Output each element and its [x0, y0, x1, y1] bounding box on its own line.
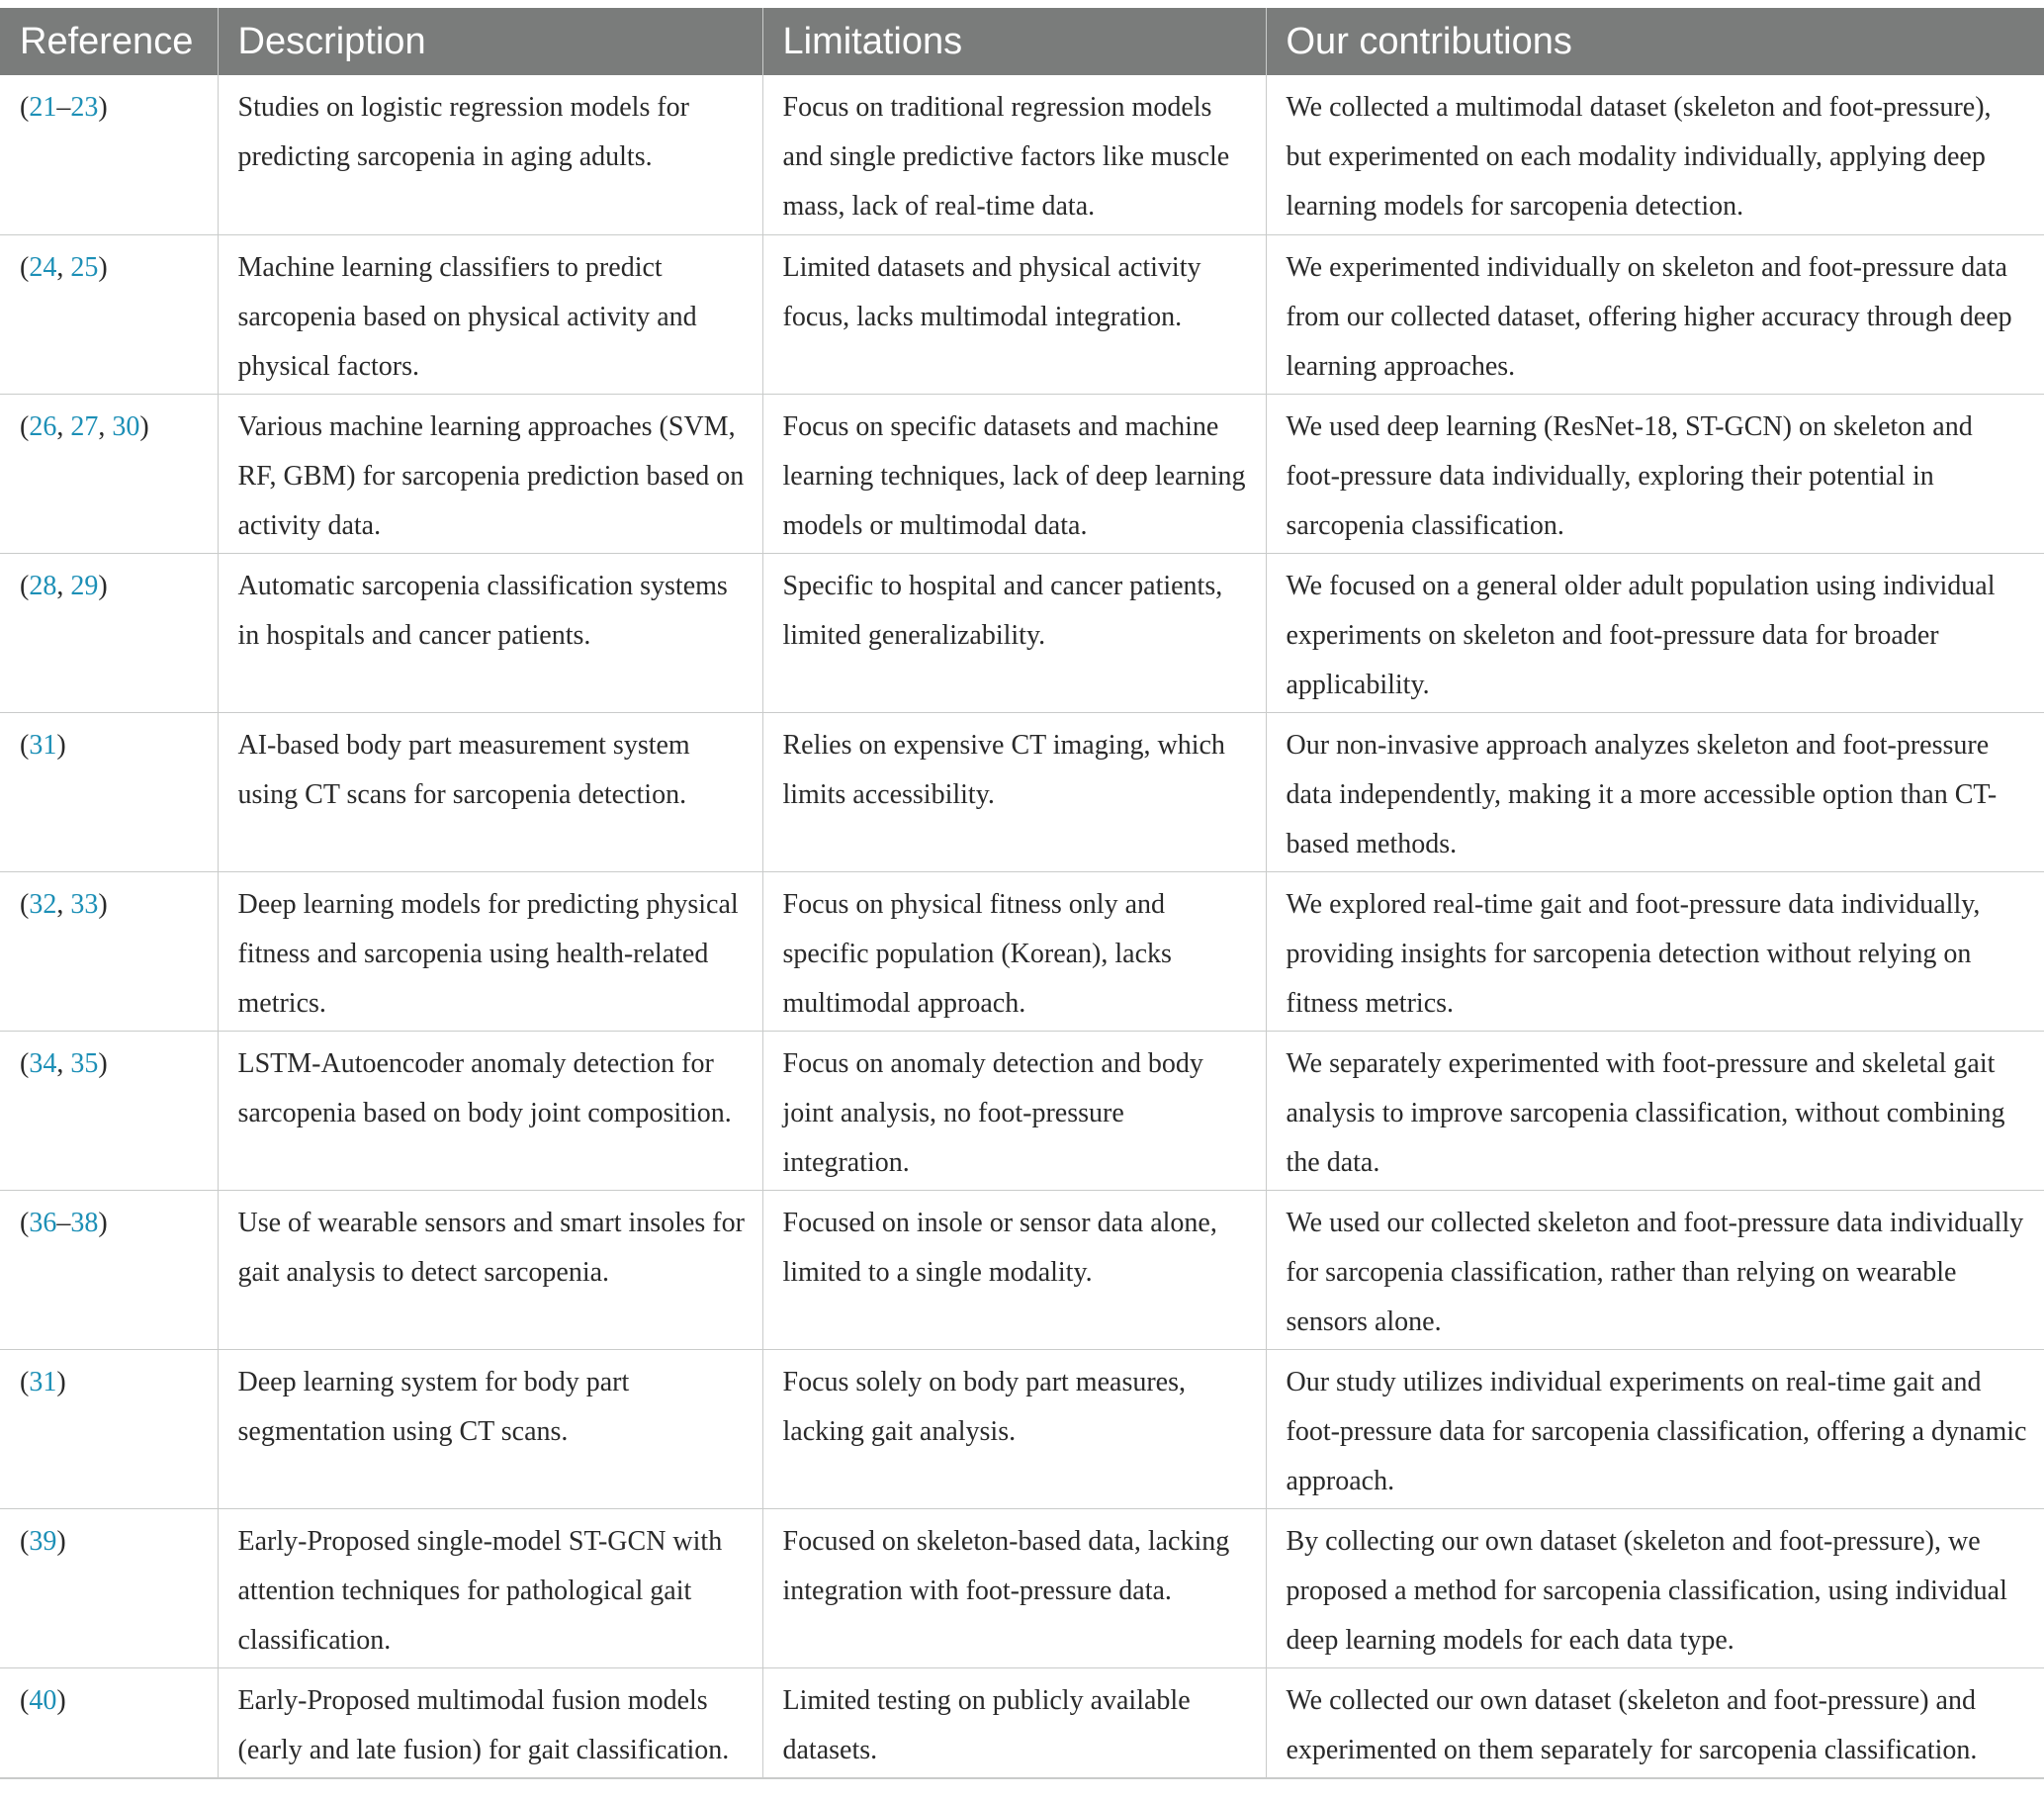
reference-cell: (21–23): [0, 75, 218, 234]
description-cell: Machine learning classifiers to predict sarcopenia based on physical activity and physical factors.: [218, 234, 762, 394]
contributions-cell: We collected our own dataset (skeleton and foot-pressure) and experimented on them separately for sarcopenia classification.: [1266, 1667, 2044, 1778]
limitations-cell: Limited datasets and physical activity focus, lacks multimodal integration.: [762, 234, 1266, 394]
reference-cell: (39): [0, 1508, 218, 1667]
reference-cell: (24, 25): [0, 234, 218, 394]
limitations-cell: Focus on anomaly detection and body joint analysis, no foot-pressure integration.: [762, 1031, 1266, 1190]
description-cell: Deep learning system for body part segmentation using CT scans.: [218, 1349, 762, 1508]
citation-link[interactable]: 40: [29, 1684, 57, 1716]
citation-link[interactable]: 35: [70, 1047, 99, 1079]
citation-link[interactable]: 36: [29, 1207, 57, 1238]
table-body: [0, 75, 2044, 1778]
contributions-cell: We used deep learning (ResNet-18, ST-GCN) on skeleton and foot-pressure data individually, exploring their potential in sarcopenia classification.: [1266, 394, 2044, 553]
contributions-cell: Our non-invasive approach analyzes skeleton and foot-pressure data independently, making it a more accessible option than CT-based methods.: [1266, 712, 2044, 871]
citation-link[interactable]: 31: [29, 1366, 57, 1397]
limitations-cell: Focus on specific datasets and machine learning techniques, lack of deep learning models or multimodal data.: [762, 394, 1266, 553]
table-row: [0, 1190, 2044, 1349]
description-cell: Various machine learning approaches (SVM, RF, GBM) for sarcopenia prediction based on activity data.: [218, 394, 762, 553]
limitations-cell: Focus on traditional regression models and single predictive factors like muscle mass, lack of real-time data.: [762, 75, 1266, 234]
header-limitations: Limitations: [762, 8, 1266, 75]
limitations-cell: Focused on insole or sensor data alone, limited to a single modality.: [762, 1190, 1266, 1349]
reference-cell: (31): [0, 712, 218, 871]
contributions-cell: We experimented individually on skeleton and foot-pressure data from our collected dataset, offering higher accuracy through deep learning approaches.: [1266, 234, 2044, 394]
citation-link[interactable]: 21: [29, 92, 57, 123]
citation-separator: ,: [56, 888, 71, 920]
table-row: [0, 1349, 2044, 1508]
citation-link[interactable]: 31: [29, 729, 57, 761]
table-row: [0, 394, 2044, 553]
limitations-cell: Focused on skeleton-based data, lacking integration with foot-pressure data.: [762, 1508, 1266, 1667]
citation-link[interactable]: 39: [29, 1525, 57, 1557]
citation-link[interactable]: 32: [29, 888, 57, 920]
description-cell: Deep learning models for predicting physical fitness and sarcopenia using health-related metrics.: [218, 871, 762, 1031]
citation-link[interactable]: 26: [29, 410, 57, 442]
citation-separator: ,: [56, 570, 71, 601]
description-cell: Studies on logistic regression models for predicting sarcopenia in aging adults.: [218, 75, 762, 234]
comparison-table-container: [0, 8, 2044, 1779]
limitations-cell: Focus solely on body part measures, lacking gait analysis.: [762, 1349, 1266, 1508]
limitations-cell: Relies on expensive CT imaging, which limits accessibility.: [762, 712, 1266, 871]
description-cell: Early-Proposed single-model ST-GCN with attention techniques for pathological gait classification.: [218, 1508, 762, 1667]
table-row: [0, 75, 2044, 234]
citation-link[interactable]: 33: [70, 888, 99, 920]
contributions-cell: We separately experimented with foot-pressure and skeletal gait analysis to improve sarcopenia classification, without combining the data.: [1266, 1031, 2044, 1190]
reference-cell: (32, 33): [0, 871, 218, 1031]
description-cell: Use of wearable sensors and smart insoles for gait analysis to detect sarcopenia.: [218, 1190, 762, 1349]
description-cell: LSTM-Autoencoder anomaly detection for sarcopenia based on body joint composition.: [218, 1031, 762, 1190]
citation-separator: ,: [56, 251, 71, 283]
table-row: [0, 234, 2044, 394]
contributions-cell: We used our collected skeleton and foot-pressure data individually for sarcopenia classification, rather than relying on wearable sensors alone.: [1266, 1190, 2044, 1349]
citation-separator: ,: [56, 1047, 71, 1079]
reference-cell: (36–38): [0, 1190, 218, 1349]
description-cell: Early-Proposed multimodal fusion models (early and late fusion) for gait classification.: [218, 1667, 762, 1778]
contributions-cell: We explored real-time gait and foot-pressure data individually, providing insights for sarcopenia detection without relying on fitness metrics.: [1266, 871, 2044, 1031]
limitations-cell: Limited testing on publicly available datasets.: [762, 1667, 1266, 1778]
citation-separator: ,: [56, 410, 71, 442]
reference-cell: (31): [0, 1349, 218, 1508]
citation-link[interactable]: 34: [29, 1047, 57, 1079]
citation-link[interactable]: 29: [70, 570, 99, 601]
limitations-cell: Specific to hospital and cancer patients, limited generalizability.: [762, 553, 1266, 712]
reference-cell: (34, 35): [0, 1031, 218, 1190]
description-cell: Automatic sarcopenia classification systems in hospitals and cancer patients.: [218, 553, 762, 712]
citation-separator: –: [56, 1207, 71, 1238]
citation-separator: ,: [98, 410, 113, 442]
citation-link[interactable]: 23: [70, 92, 99, 123]
citation-link[interactable]: 28: [29, 570, 57, 601]
reference-cell: (26, 27, 30): [0, 394, 218, 553]
contributions-cell: We focused on a general older adult population using individual experiments on skeleton and foot-pressure data for broader applicability.: [1266, 553, 2044, 712]
table-header: [0, 8, 2044, 75]
header-contributions: Our contributions: [1266, 8, 2044, 75]
citation-link[interactable]: 27: [70, 410, 99, 442]
table-row: [0, 1508, 2044, 1667]
description-cell: AI-based body part measurement system using CT scans for sarcopenia detection.: [218, 712, 762, 871]
citation-separator: –: [56, 92, 71, 123]
header-description: Description: [218, 8, 762, 75]
reference-cell: (28, 29): [0, 553, 218, 712]
header-reference: Reference: [0, 8, 218, 75]
citation-link[interactable]: 38: [70, 1207, 99, 1238]
contributions-cell: Our study utilizes individual experiments on real-time gait and foot-pressure data for sarcopenia classification, offering a dynamic approach.: [1266, 1349, 2044, 1508]
contributions-cell: By collecting our own dataset (skeleton and foot-pressure), we proposed a method for sarcopenia classification, using individual deep learning models for each data type.: [1266, 1508, 2044, 1667]
comparison-table: [0, 8, 2044, 1779]
table-row: [0, 871, 2044, 1031]
citation-link[interactable]: 24: [29, 251, 57, 283]
header-row: [0, 8, 2044, 75]
limitations-cell: Focus on physical fitness only and specific population (Korean), lacks multimodal approach.: [762, 871, 1266, 1031]
contributions-cell: We collected a multimodal dataset (skeleton and foot-pressure), but experimented on each modality individually, applying deep learning models for sarcopenia detection.: [1266, 75, 2044, 234]
reference-cell: (40): [0, 1667, 218, 1778]
table-row: [0, 712, 2044, 871]
table-row: [0, 1667, 2044, 1778]
citation-link[interactable]: 25: [70, 251, 99, 283]
citation-link[interactable]: 30: [112, 410, 140, 442]
table-row: [0, 553, 2044, 712]
table-row: [0, 1031, 2044, 1190]
